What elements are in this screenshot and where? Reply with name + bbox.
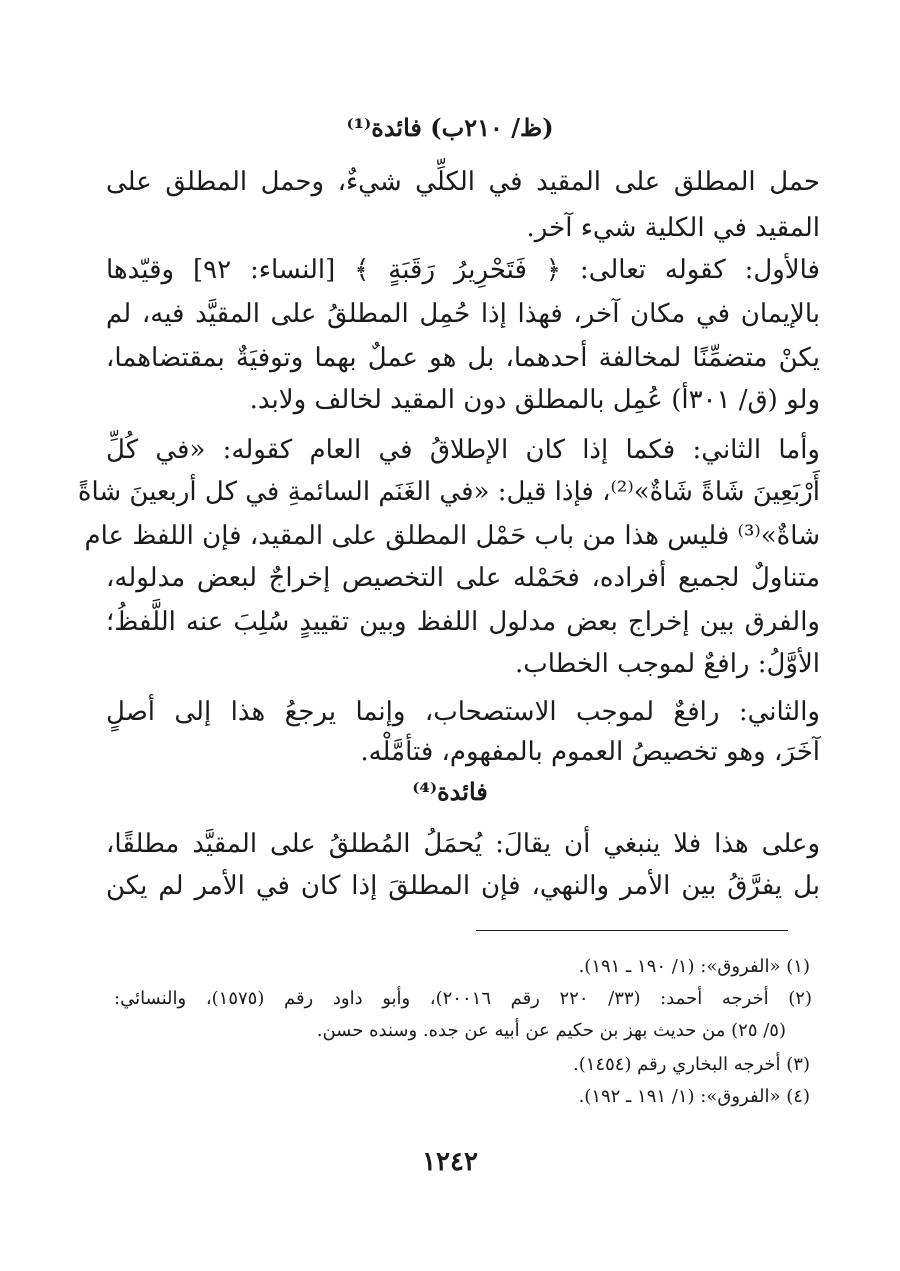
footnote-2-continued: (٥/ ٢٥) من حديث بهز بن حكيم عن أبيه عن جده. وسنده حسن.: [316, 1020, 786, 1041]
body-line: ولو (ق/ ٣٠١أ) عُمِل بالمطلق دون المقيد لخالف ولابد.: [249, 385, 820, 415]
section-heading-faida-2: فائدة⁽⁴⁾: [412, 777, 488, 806]
body-line: يكنْ متضمِّنًا لمخالفة أحدهما، بل هو عملٌ بهما وتوفيَةٌ بمقتضاهما،: [106, 343, 820, 373]
body-line: وأما الثاني: فكما إذا كان الإطلاقُ في العام كقوله: «في كُلِّ: [106, 435, 820, 465]
body-line: بل يفرَّقُ بين الأمر والنهي، فإن المطلقَ إذا كان في الأمر لم يكن: [106, 871, 820, 901]
body-line: بالإيمان في مكان آخر، فهذا إذا حُمِل المطلقُ على المقيَّد فيه، لم: [106, 299, 820, 329]
footnote-2: (٢) أخرجه أحمد: (٣٣/ ٢٢٠ رقم ٢٠٠١٦)، وأبو داود رقم (١٥٧٥)، والنسائي:: [114, 988, 812, 1009]
body-line: آخَرَ، وهو تخصيصُ العموم بالمفهوم، فتأمَّلْه.: [360, 737, 820, 767]
body-line: والثاني: رافعٌ لموجب الاستصحاب، وإنما يرجعُ هذا إلى أصلٍ: [106, 697, 820, 727]
footnote-1: (١) «الفروق»: (١/ ١٩٠ ـ ١٩١).: [578, 956, 810, 977]
footnote-separator: [476, 930, 788, 931]
body-line: المقيد في الكلية شيء آخر.: [526, 213, 820, 243]
body-line: شاةٌ»⁽³⁾ فليس هذا من باب حَمْل المطلق على المقيد، فإن اللفظ عام: [84, 521, 820, 551]
section-heading-faida-1: (ظ/ ٢١٠ب) فائدة⁽¹⁾: [346, 113, 554, 142]
body-line: متناولٌ لجميع أفراده، فحَمْله على التخصيص إخراجٌ لبعض مدلوله،: [106, 563, 820, 593]
body-line: أَرْبَعِينَ شَاةً شَاةٌ»⁽²⁾، فإذا قيل: «في الغَنَم السائمةِ في كل أربعينَ شاةً: [77, 477, 820, 507]
footnote-3: (٣) أخرجه البخاري رقم (١٤٥٤).: [573, 1054, 810, 1075]
body-line: فالأول: كقوله تعالى: ﴿ فَتَحْرِيرُ رَقَبَةٍ ﴾ [النساء: ٩٢] وقيّدها: [106, 255, 820, 285]
body-line: الأوَّلُ: رافعٌ لموجب الخطاب.: [514, 649, 820, 679]
body-line: حمل المطلق على المقيد في الكلِّي شيءٌ، وحمل المطلق على: [106, 167, 820, 197]
footnote-4: (٤) «الفروق»: (١/ ١٩١ ـ ١٩٢).: [578, 1086, 810, 1107]
body-line: والفرق بين إخراج بعض مدلول اللفظ وبين تقييدٍ سُلِبَ عنه اللَّفظُ؛: [106, 607, 820, 637]
body-line: وعلى هذا فلا ينبغي أن يقالَ: يُحمَلُ المُطلقُ على المقيَّد مطلقًا،: [106, 829, 820, 859]
page-number: ١٢٤٢: [422, 1147, 478, 1177]
